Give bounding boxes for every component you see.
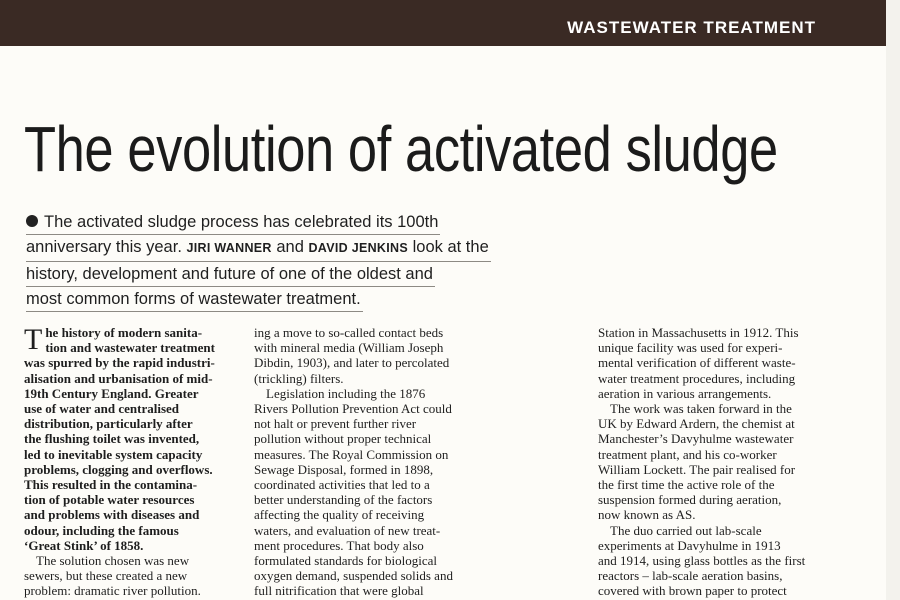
intro-paragraph: T he history of modern sanita- tion and wastewater treatment was spurred by the rapid industri- alisation and urbanisation of mid- 19th Century England. Greater use of water and centralised distribution, particularly after the flushing toilet was invented, led to inevitable system capacity problems, clogging and overflows. This resulted in the contamina- tion of potable water resources and problems with diseases and odour, including the famous ‘Great Stink’ of 1858.: [24, 323, 215, 553]
standfirst-line-1: The activated sludge process has celebrated its 100th: [26, 210, 440, 235]
author-name: DAVID JENKINS: [308, 241, 409, 256]
section-header-bar: [0, 0, 886, 46]
body-paragraph: The solution chosen was new sewers, but these created a new problem: dramatic river pollution.: [24, 553, 201, 599]
article-title: The evolution of activated sludge: [24, 113, 778, 185]
body-paragraph: The work was taken forward in the UK by Edward Ardern, the chemist at Manchester’s Davyhulme wastewater treatment plant, and his co-worker William Lockett. The pair realised for the first time the active role of the suspension formed during aeration, now known as AS.: [598, 401, 796, 523]
body-paragraph: The duo carried out lab-scale experiments at Davyhulme in 1913 and 1914, using glass bottles as the first reactors – lab-scale aeration basins, covered with brown paper to protect: [598, 522, 806, 599]
author-name: JIRI WANNER: [186, 241, 272, 256]
body-paragraph: ing a move to so-called contact beds with mineral media (William Joseph Dibdin, 1903), and later to percolated (trickling) filters.: [254, 325, 450, 386]
standfirst-line-3: history, development and future of one of the oldest and: [26, 262, 435, 287]
page-edge: [886, 0, 900, 600]
standfirst-line-2: anniversary this year. JIRI WANNER and DAVID JENKINS look at the: [26, 235, 491, 261]
bullet-icon: [26, 215, 38, 227]
section-label: WASTEWATER TREATMENT: [567, 18, 816, 37]
body-paragraph: Station in Massachusetts in 1912. This unique facility was used for experi- mental verification of different waste- water treatment procedures, including aeration in various arrangements.: [598, 325, 799, 401]
standfirst-line-4: most common forms of wastewater treatment.: [26, 287, 363, 312]
article-column-3: [598, 325, 806, 599]
body-paragraph: Legislation including the 1876 Rivers Pollution Prevention Act could not halt or prevent further river pollution without proper technical measures. The Royal Commission on Sewage Disposal, formed in 1898, coordinated activities that led to a better understanding of the factors affecting the quality of receiving waters, and evaluation of new treat- ment procedures. That body also formulated standards for biological oxygen demand, suspended solids and full nitrification that were global: [254, 385, 453, 599]
article-column-1: [24, 325, 224, 599]
article-column-2: [254, 325, 453, 599]
drop-cap: T: [24, 323, 43, 356]
standfirst: [26, 210, 489, 312]
